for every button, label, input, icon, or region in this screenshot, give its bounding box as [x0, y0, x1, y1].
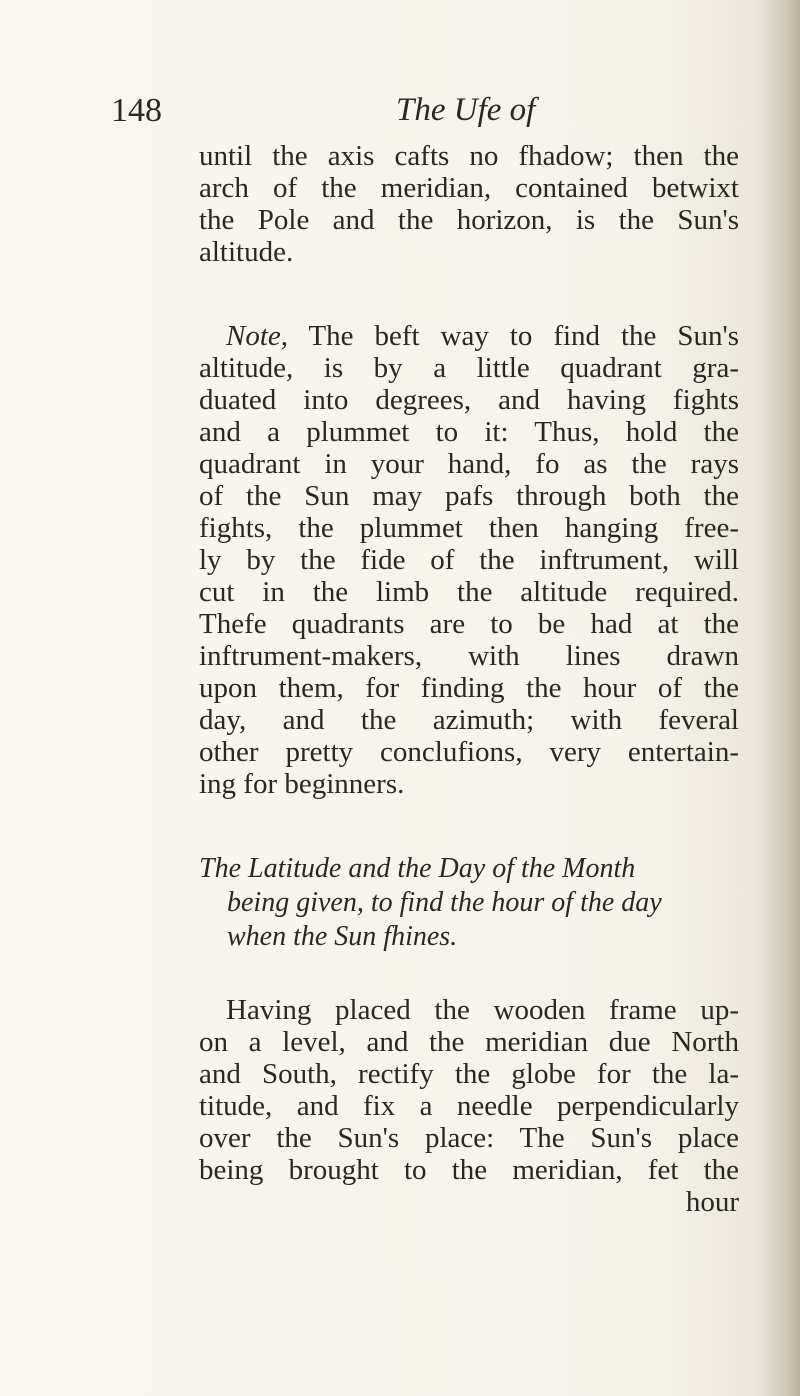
text-line: and a plummet to it: Thus, hold the: [199, 416, 739, 448]
running-head: The Ufe of: [396, 92, 536, 128]
text-line: and South, rectify the globe for the la-: [199, 1058, 739, 1090]
heading-line: being given, to find the hour of the day: [227, 887, 662, 918]
text-line: other pretty conclufions, very entertain-: [199, 736, 739, 768]
text-line: ly by the fide of the inftrument, will: [199, 544, 739, 576]
text-line: on a level, and the meridian due North: [199, 1026, 739, 1058]
paragraph-3: [199, 994, 739, 1218]
text-line: duated into degrees, and having fights: [199, 384, 739, 416]
text-line: fights, the plummet then hanging free-: [199, 512, 739, 544]
text-line: over the Sun's place: The Sun's place: [199, 1122, 739, 1154]
heading-line: when the Sun fhines.: [227, 921, 458, 952]
text-line: arch of the meridian, contained betwixt: [199, 172, 739, 204]
text-line: being brought to the meridian, fet the: [199, 1154, 739, 1186]
text-line: until the axis cafts no fhadow; then the: [199, 140, 739, 172]
catchword: hour: [685, 1186, 739, 1218]
note-label: Note,: [226, 320, 289, 352]
text-line: upon them, for finding the hour of the: [199, 672, 739, 704]
text-line: ing for beginners.: [199, 768, 405, 800]
page-edge-shadow: [760, 0, 800, 1396]
text-line: cut in the limb the altitude required.: [199, 576, 739, 608]
paragraph-1: [199, 140, 739, 268]
text-line: day, and the azimuth; with feveral: [199, 704, 739, 736]
heading-line: The Latitude and the Day of the Month: [199, 853, 636, 884]
text-line: of the Sun may pafs through both the: [199, 480, 739, 512]
paragraph-note: [199, 320, 739, 800]
text-line: Thefe quadrants are to be had at the: [199, 608, 739, 640]
text-line: altitude, is by a little quadrant gra-: [199, 352, 739, 384]
note-first-line: The beft way to find the Sun's: [308, 320, 739, 352]
text-line: quadrant in your hand, fo as the rays: [199, 448, 739, 480]
text-line: titude, and fix a needle perpendicularly: [199, 1090, 739, 1122]
body-text: [199, 140, 739, 1218]
page-number: 148: [111, 92, 162, 129]
text-line: inftrument-makers, with lines drawn: [199, 640, 739, 672]
text-line: [199, 320, 739, 352]
text-line: altitude.: [199, 236, 294, 268]
text-line: Having placed the wooden frame up-: [226, 994, 739, 1026]
section-heading: [199, 852, 739, 954]
text-line: the Pole and the horizon, is the Sun's: [199, 204, 739, 236]
